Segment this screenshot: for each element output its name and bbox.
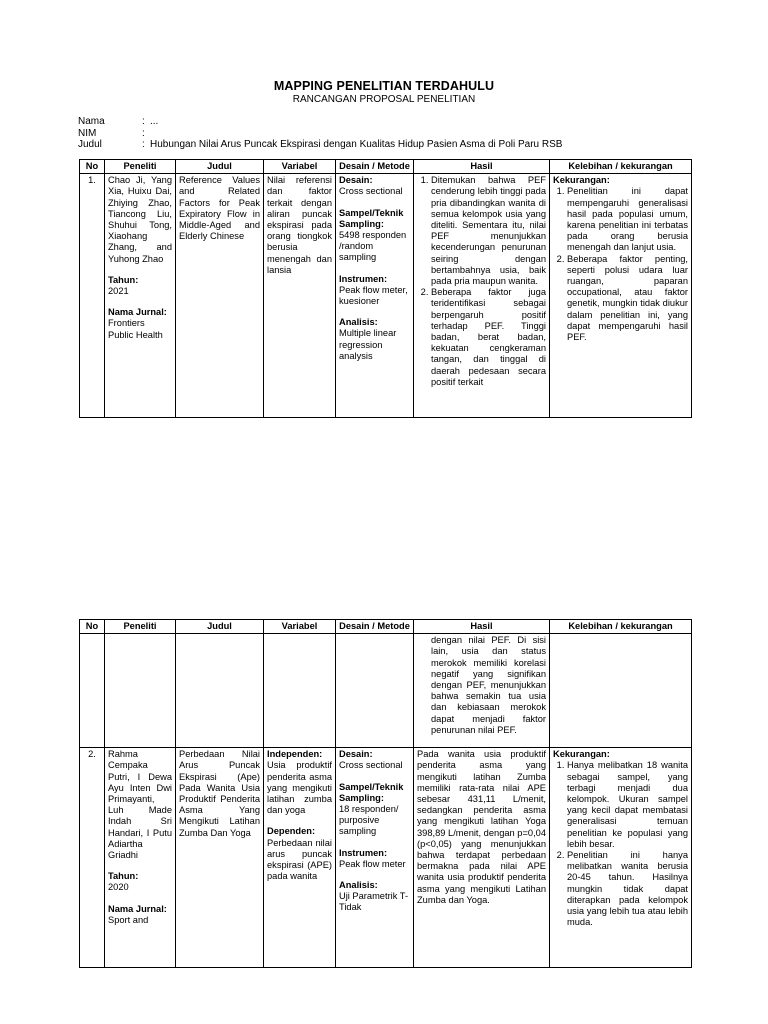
meta-value: ... <box>150 116 159 127</box>
year-value: 2021 <box>108 286 129 297</box>
list-item: 1. Hanya melibatkan 18 wanita sebagai sampel, yang terbagi menjadi dua kelompok. Ukuran sampel yang kecil dapat membatasi generalisasi temuan penelitian ke populasi yang lebih besar. <box>567 760 688 850</box>
authors: Chao Ji, Yang Xia, Huixu Dai, Zhiying Zhao, Tiancong Liu, Shuhui Tong, Xiaohang Zhang, and Yuhong Zhao <box>108 175 172 264</box>
meta-label: NIM <box>78 127 97 139</box>
journal-label: Nama Jurnal: <box>108 903 167 914</box>
weakness-list <box>553 186 688 343</box>
design-value: Cross sectional <box>339 186 403 197</box>
weakness-list <box>553 760 688 928</box>
header-hasil: Hasil <box>414 160 550 174</box>
meta-label: Judul <box>78 139 102 150</box>
design-value: Cross sectional <box>339 760 403 771</box>
year-label: Tahun: <box>108 274 139 285</box>
row-number: 1. <box>80 174 105 418</box>
meta-row-nim <box>78 128 562 140</box>
cell-peneliti <box>105 634 176 748</box>
cell-kelebihan <box>550 634 692 748</box>
cell-desain <box>336 174 414 418</box>
design-label: Desain: <box>339 749 373 760</box>
meta-sep: : <box>142 127 145 139</box>
dependent-label: Dependen: <box>267 826 316 837</box>
authors: Rahma Cempaka Putri, I Dewa Ayu Inten Dwi Primayanti, Luh Made Indah Sri Handari, I Putu Adiartha Griadhi <box>108 749 172 861</box>
document-title: MAPPING PENELITIAN TERDAHULU <box>273 79 495 93</box>
header-desain: Desain / Metode <box>336 160 414 174</box>
cell-hasil <box>414 174 550 418</box>
list-item: 2. Beberapa faktor penting, seperti polusi udara luar ruangan, paparan occupational, atau faktor genetik, mungkin tidak diukur dalam penelitian ini, yang dapat mempengaruhi hasil PEF. <box>567 254 688 344</box>
cell-desain <box>336 634 414 748</box>
list-item: 2. Beberapa faktor juga teridentifikasi sebagai berpengaruh positif terhadap PEF. Tinggi badan, berat badan, kekuatan cengkeraman tangan, dan tinggal di daerah pedesaan secara positif terkait <box>431 287 546 388</box>
cell-hasil-continued: dengan nilai PEF. Di sisi lain, usia dan status merokok memiliki korelasi negatif yang signifikan dengan PEF, menunjukkan bahwa semakin tua usia dan kebiasaan merokok dapat menjadi faktor penurunan nilai PEF. <box>414 634 550 748</box>
cell-variabel: Nilai referensi dan faktor terkait dengan aliran puncak ekspirasi pada orang tiongkok berusia menengah dan lansia <box>264 174 336 418</box>
table-row <box>80 634 692 748</box>
weakness-label: Kekurangan: <box>553 175 610 186</box>
header-desain: Desain / Metode <box>336 620 414 634</box>
dependent-value: Perbedaan nilai arus puncak ekspirasi (APE) pada wanita <box>267 837 332 882</box>
list-item: 2. Penelitian ini hanya melibatkan wanita berusia 20-45 tahun. Hasilnya mungkin tidak dapat diterapkan pada kelompok usia yang lebih tua atau lebih muda. <box>567 850 688 928</box>
header-judul: Judul <box>176 620 264 634</box>
weakness-label: Kekurangan: <box>553 749 610 760</box>
cell-judul: Reference Values and Related Factors for Peak Expiratory Flow in Middle-Aged and Elderly Chinese <box>176 174 264 418</box>
year-value: 2020 <box>108 882 129 893</box>
row-number <box>80 634 105 748</box>
cell-kelebihan <box>550 748 692 968</box>
independent-value: Usia produktif penderita asma yang mengikuti latihan zumba dan yoga <box>267 760 332 816</box>
analysis-label: Analisis: <box>339 317 378 328</box>
header-variabel: Variabel <box>264 160 336 174</box>
header-hasil: Hasil <box>414 620 550 634</box>
header-peneliti: Peneliti <box>105 160 176 174</box>
instrument-value: Peak flow meter, kuesioner <box>339 284 408 307</box>
cell-kelebihan <box>550 174 692 418</box>
results-list <box>417 175 546 388</box>
cell-variabel <box>264 748 336 968</box>
research-table-1 <box>79 159 692 418</box>
meta-row-nama <box>78 116 562 128</box>
proposal-meta <box>78 116 562 151</box>
table-header-row <box>80 160 692 174</box>
table-header-row <box>80 620 692 634</box>
header-kelebihan: Kelebihan / kekurangan <box>550 160 692 174</box>
instrument-label: Instrumen: <box>339 273 388 284</box>
header-variabel: Variabel <box>264 620 336 634</box>
sampling-label: Sampel/Teknik Sampling: <box>339 781 404 803</box>
cell-peneliti <box>105 174 176 418</box>
document-subtitle: RANCANGAN PROPOSAL PENELITIAN <box>292 94 476 105</box>
table-row <box>80 748 692 968</box>
cell-judul <box>176 634 264 748</box>
journal-label: Nama Jurnal: <box>108 307 167 318</box>
cell-variabel <box>264 634 336 748</box>
header-kelebihan: Kelebihan / kekurangan <box>550 620 692 634</box>
sampling-label: Sampel/Teknik Sampling: <box>339 207 404 229</box>
cell-desain <box>336 748 414 968</box>
meta-sep: : <box>142 139 145 150</box>
sampling-value: 18 responden/ purposive sampling <box>339 804 399 837</box>
cell-hasil: Pada wanita usia produktif penderita asma yang mengikuti latihan Zumba memiliki rata-rata nilai APE sebesar 431,11 L/menit, sedangkan penderita asma yang mengikuti latihan Yoga 398,89 L/menit, dengan p=0,04 (p<0,05) yang menunjukkan bahwa terdapat perbedaan bermakna pada nilai APE wanita usia produktif penderita asma yang mengikuti Latihan Zumba dan Yoga. <box>414 748 550 968</box>
independent-label: Independen: <box>267 749 323 760</box>
header-peneliti: Peneliti <box>105 620 176 634</box>
meta-sep: : <box>142 116 145 127</box>
analysis-label: Analisis: <box>339 880 378 891</box>
header-judul: Judul <box>176 160 264 174</box>
table-row <box>80 174 692 418</box>
journal-value: Frontiers Public Health <box>108 318 163 340</box>
instrument-label: Instrumen: <box>339 847 388 858</box>
cell-peneliti <box>105 748 176 968</box>
analysis-value: Multiple linear regression analysis <box>339 328 397 361</box>
list-item: 1. Ditemukan bahwa PEF cenderung lebih tinggi pada pria dibandingkan wanita di semua kelompok usia yang diteliti. Sementara itu, nilai PEF menunjukkan kecenderungan penurunan seiring dengan bertambahnya usia, baik pada pria maupun wanita. <box>431 175 546 287</box>
meta-label: Nama <box>78 116 105 127</box>
analysis-value: Uji Parametrik T-Tidak <box>339 891 409 913</box>
year-label: Tahun: <box>108 871 139 882</box>
cell-judul: Perbedaan Nilai Arus Puncak Ekspirasi (Ape) Pada Wanita Usia Produktif Penderita Asma Yang Mengikuti Latihan Zumba Dan Yoga <box>176 748 264 968</box>
design-label: Desain: <box>339 175 373 186</box>
header-no: No <box>80 620 105 634</box>
research-table-2 <box>79 619 692 968</box>
instrument-value: Peak flow meter <box>339 858 406 869</box>
list-item: 1. Penelitian ini dapat mempengaruhi generalisasi hasil pada populasi umum, karena penelitian ini terbatas pada orang berusia menengah dan lanjut usia. <box>567 186 688 253</box>
meta-row-judul <box>78 139 562 151</box>
header-no: No <box>80 160 105 174</box>
sampling-value: 5498 responden /random sampling <box>339 230 407 263</box>
row-number: 2. <box>80 748 105 968</box>
meta-value: Hubungan Nilai Arus Puncak Ekspirasi dengan Kualitas Hidup Pasien Asma di Poli Paru RSB <box>150 139 563 150</box>
journal-value: Sport and <box>108 914 149 925</box>
